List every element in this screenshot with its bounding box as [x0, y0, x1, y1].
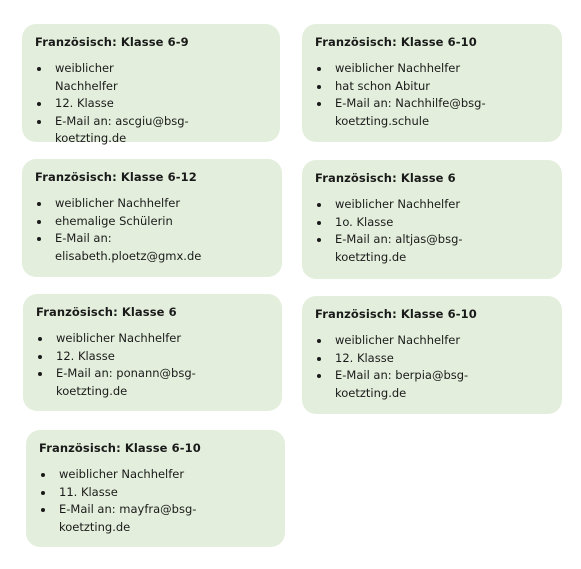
- tutor-gender: weiblicher Nachhelfer: [35, 60, 175, 95]
- card-details-list: [315, 332, 552, 402]
- card-details-list: [315, 196, 552, 266]
- tutor-card: [302, 296, 562, 414]
- tutor-gender: weiblicher Nachhelfer: [39, 466, 209, 484]
- tutor-class: 12. Klasse: [36, 348, 196, 366]
- tutor-gender: weiblicher Nachhelfer: [35, 195, 230, 213]
- tutor-email: E-Mail an: elisabeth.ploetz@gmx.de: [35, 230, 230, 265]
- card-details-list: [315, 60, 552, 130]
- tutor-class: 1o. Klasse: [315, 214, 475, 232]
- tutor-class: 11. Klasse: [39, 484, 209, 502]
- tutor-card: [302, 160, 562, 279]
- tutor-card: [26, 430, 285, 547]
- tutor-email: E-Mail an: ascgiu@bsg-koetzting.de: [35, 113, 200, 148]
- tutor-email: E-Mail an: ponann@bsg-koetzting.de: [36, 365, 196, 400]
- card-title: Französisch: Klasse 6-10: [39, 441, 201, 455]
- card-details-list: [36, 330, 272, 400]
- tutor-class: 12. Klasse: [35, 95, 175, 113]
- tutor-gender: weiblicher Nachhelfer: [315, 332, 475, 350]
- tutor-class: 12. Klasse: [315, 350, 475, 368]
- tutor-email: E-Mail an: Nachhilfe@bsg-koetzting.schule: [315, 95, 505, 130]
- tutor-card: [22, 159, 282, 277]
- tutor-status: hat schon Abitur: [315, 78, 505, 96]
- card-title: Französisch: Klasse 6-12: [35, 170, 197, 184]
- card-title: Französisch: Klasse 6: [315, 171, 456, 185]
- tutor-email: E-Mail an: mayfra@bsg-koetzting.de: [39, 501, 209, 536]
- tutor-card: [23, 294, 282, 411]
- tutor-email: E-Mail an: berpia@bsg-koetzting.de: [315, 367, 475, 402]
- tutor-email: E-Mail an: altjas@bsg-koetzting.de: [315, 231, 475, 266]
- card-title: Französisch: Klasse 6-10: [315, 307, 477, 321]
- tutor-gender: weiblicher Nachhelfer: [315, 196, 475, 214]
- tutor-card: [22, 24, 280, 145]
- card-details-list: [35, 195, 272, 265]
- tutor-gender: weiblicher Nachhelfer: [36, 330, 196, 348]
- card-title: Französisch: Klasse 6-9: [35, 35, 189, 49]
- card-title: Französisch: Klasse 6: [36, 305, 177, 319]
- tutor-status: ehemalige Schülerin: [35, 213, 230, 231]
- tutor-gender: weiblicher Nachhelfer: [315, 60, 505, 78]
- card-details-list: [39, 466, 275, 536]
- card-details-list: [35, 60, 270, 148]
- tutor-card: [302, 24, 562, 142]
- card-title: Französisch: Klasse 6-10: [315, 35, 477, 49]
